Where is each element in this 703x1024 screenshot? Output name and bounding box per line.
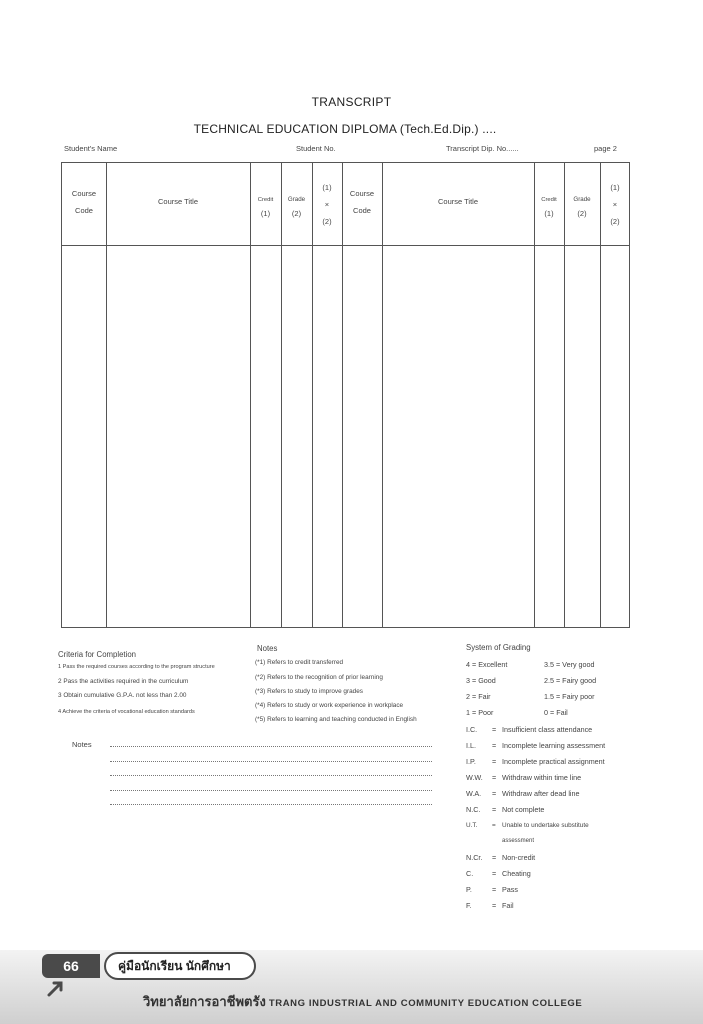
header-product-bottom: (2) (322, 217, 332, 226)
note-item: (*2) Refers to the recognition of prior learning (255, 674, 383, 681)
col-divider (534, 163, 535, 627)
header-grade-num: (2) (577, 209, 587, 218)
col-divider (382, 163, 383, 627)
criteria-item: 4 Achieve the criteria of vocational education standards (58, 709, 195, 715)
header-product-2 (600, 179, 630, 230)
grade-eq: = (492, 869, 497, 878)
grade-code: N.Cr. (466, 853, 483, 862)
grade-eq: = (492, 789, 497, 798)
header-credit-label: Credit (257, 197, 274, 203)
transcript-no-label: Transcript Dip. No...... (446, 144, 519, 153)
header-grade-label: Grade (287, 196, 306, 203)
header-grade-num: (2) (291, 209, 302, 218)
notes-line (110, 775, 432, 776)
header-grade (281, 193, 312, 221)
grade-desc: Fail (502, 901, 514, 910)
header-product-top: (1) (610, 183, 620, 192)
grade-code: I.L. (466, 741, 476, 750)
grade-code: P. (466, 885, 472, 894)
grade-code-row (466, 901, 514, 910)
grade-desc: Non-credit (502, 853, 536, 862)
col-divider (312, 163, 313, 627)
grade-desc: Not complete (502, 805, 545, 814)
header-grade-label: Grade (573, 196, 591, 203)
header-grade-2 (564, 193, 600, 221)
grade-code-row (466, 741, 605, 750)
note-item: (*1) Refers to credit transferred (255, 659, 344, 666)
grade-code: U.T. (466, 822, 478, 829)
college-name-thai: วิทยาลัยการอาชีพตรัง (143, 994, 266, 1009)
notes-title: Notes (257, 644, 278, 653)
guide-title: คู่มือนักเรียน นักศึกษา (104, 952, 256, 980)
header-course-line1: Course (71, 189, 97, 198)
college-name (143, 991, 582, 1012)
grade-eq: = (492, 725, 497, 734)
grade-desc: Insufficient class attendance (502, 725, 593, 734)
header-credit-label: Credit (541, 197, 557, 203)
note-item: (*3) Refers to study to improve grades (255, 688, 363, 695)
grade-scale-left: 3 = Good (466, 676, 496, 685)
criteria-title: Criteria for Completion (58, 650, 136, 659)
grade-code-continuation: assessment (502, 838, 535, 844)
grade-code-row (466, 869, 531, 878)
grade-code: F. (466, 901, 472, 910)
grade-code: W.W. (466, 773, 483, 782)
grade-code: C. (466, 869, 474, 878)
notes-line (110, 804, 432, 805)
grade-scale-row (466, 676, 596, 685)
criteria-item: 2 Pass the activities required in the curriculum (58, 678, 189, 685)
grade-code-row (466, 757, 605, 766)
header-course-title-2: Course Title (437, 197, 479, 206)
header-credit-num: (1) (544, 209, 554, 218)
grade-code-row (466, 885, 518, 894)
col-divider (600, 163, 601, 627)
header-product-x: × (612, 200, 618, 209)
header-product (312, 179, 342, 230)
col-divider (281, 163, 282, 627)
note-item: (*5) Refers to learning and teaching conducted in English (255, 716, 417, 723)
notes-line (110, 761, 432, 762)
grade-code: W.A. (466, 789, 482, 798)
grade-desc: Withdraw after dead line (502, 789, 580, 798)
grade-eq: = (492, 773, 497, 782)
grade-desc: Unable to undertake substitute (502, 822, 589, 829)
grading-title: System of Grading (466, 643, 531, 652)
col-divider (564, 163, 565, 627)
grade-scale-right: 3.5 = Very good (544, 660, 595, 669)
grade-code: N.C. (466, 805, 481, 814)
grade-scale-right: 1.5 = Fairy poor (544, 692, 595, 701)
notes-line (110, 790, 432, 791)
grade-desc: Withdraw within time line (502, 773, 582, 782)
header-course-code (62, 187, 106, 218)
grade-code-row (466, 773, 581, 782)
grade-code: I.P. (466, 757, 476, 766)
grade-desc: Pass (502, 885, 518, 894)
grade-eq: = (492, 805, 497, 814)
grade-code-row (466, 789, 580, 798)
col-divider (250, 163, 251, 627)
note-item: (*4) Refers to study or work experience in workplace (255, 702, 404, 709)
header-product-bottom: (2) (610, 217, 620, 226)
table-header-divider (62, 245, 629, 246)
page-subtitle: TECHNICAL EDUCATION DIPLOMA (Tech.Ed.Dip.) .... (193, 122, 497, 136)
page-number: 66 (42, 954, 100, 978)
header-course-title: Course Title (157, 197, 199, 206)
grade-code-row (466, 853, 535, 862)
grade-scale-left: 2 = Fair (466, 692, 491, 701)
grade-scale-right: 2.5 = Fairy good (544, 676, 597, 685)
header-credit (250, 193, 281, 221)
col-divider (106, 163, 107, 627)
grade-desc: Cheating (502, 869, 531, 878)
header-credit-2 (534, 193, 564, 221)
notes-field-label: Notes (72, 740, 92, 749)
grade-code-row (466, 805, 544, 814)
grade-scale-left: 1 = Poor (466, 708, 494, 717)
grade-eq: = (492, 853, 497, 862)
grade-scale-row (466, 660, 595, 669)
grade-desc: Incomplete practical assignment (502, 757, 605, 766)
header-credit-num: (1) (260, 209, 271, 218)
grade-scale-row (466, 692, 595, 701)
grade-eq: = (492, 885, 497, 894)
arrow-icon (46, 978, 66, 998)
criteria-item: 1 Pass the required courses according to the program structure (58, 664, 215, 670)
criteria-item: 3 Obtain cumulative G.P.A. not less than 2.00 (58, 692, 187, 699)
notes-line (110, 746, 432, 747)
college-name-english: TRANG INDUSTRIAL AND COMMUNITY EDUCATION COLLEGE (268, 998, 583, 1009)
grade-scale-left: 4 = Excellent (466, 660, 508, 669)
grade-eq: = (492, 757, 497, 766)
grade-scale-row (466, 708, 568, 717)
grade-scale-right: 0 = Fail (544, 708, 568, 717)
grade-code: I.C. (466, 725, 478, 734)
student-no-label: Student No. (296, 144, 336, 153)
transcript-table (61, 162, 630, 628)
grade-desc: Incomplete learning assessment (502, 741, 606, 750)
grade-eq: = (492, 741, 497, 750)
page-title: TRANSCRIPT (311, 95, 392, 109)
header-course-line2: Code (353, 206, 371, 215)
grade-code-row (466, 822, 589, 829)
header-product-top: (1) (322, 183, 332, 192)
header-course-line1: Course (349, 189, 375, 198)
grade-code-row (466, 725, 592, 734)
student-name-label: Student's Name (64, 144, 118, 153)
col-divider (342, 163, 343, 627)
grade-eq: = (492, 901, 497, 910)
header-course-line2: Code (75, 206, 93, 215)
header-product-x: × (324, 200, 330, 209)
header-course-code-2 (342, 187, 382, 218)
grade-eq: = (492, 822, 496, 829)
page-indicator: page 2 (594, 144, 617, 153)
